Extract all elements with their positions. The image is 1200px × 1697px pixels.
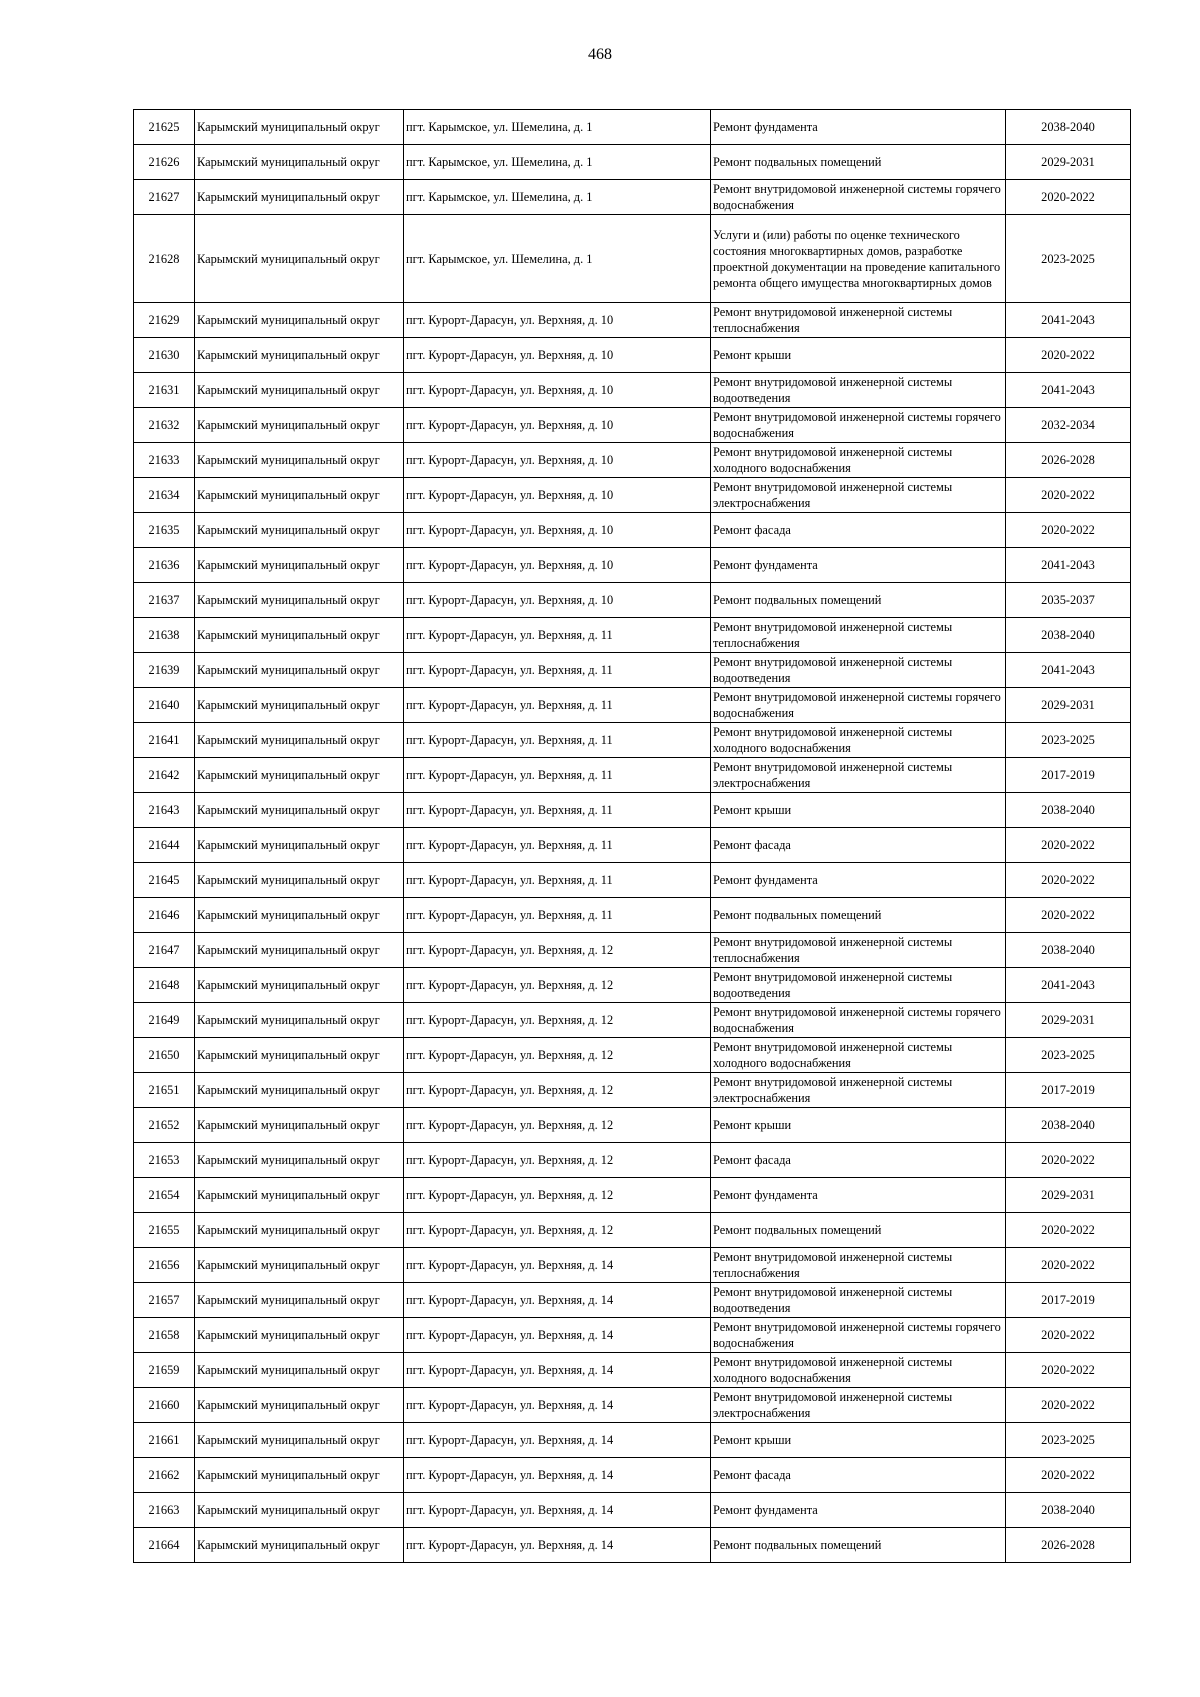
period-cell: 2020-2022 <box>1006 863 1131 898</box>
row-number-cell: 21638 <box>134 618 195 653</box>
work-type-cell: Ремонт внутридомовой инженерной системы водоотведения <box>711 373 1006 408</box>
work-type-cell: Ремонт внутридомовой инженерной системы водоотведения <box>711 1283 1006 1318</box>
table-row <box>134 1003 1131 1038</box>
period-cell: 2029-2031 <box>1006 145 1131 180</box>
row-number-cell: 21653 <box>134 1143 195 1178</box>
municipality-cell: Карымский муниципальный округ <box>195 1248 404 1283</box>
municipality-cell: Карымский муниципальный округ <box>195 1318 404 1353</box>
work-type-cell: Ремонт подвальных помещений <box>711 145 1006 180</box>
address-cell: пгт. Курорт-Дарасун, ул. Верхняя, д. 12 <box>404 1003 711 1038</box>
work-type-cell: Ремонт внутридомовой инженерной системы горячего водоснабжения <box>711 180 1006 215</box>
table-row <box>134 478 1131 513</box>
period-cell: 2017-2019 <box>1006 758 1131 793</box>
table-row <box>134 1458 1131 1493</box>
address-cell: пгт. Курорт-Дарасун, ул. Верхняя, д. 10 <box>404 513 711 548</box>
row-number-cell: 21639 <box>134 653 195 688</box>
municipality-cell: Карымский муниципальный округ <box>195 1388 404 1423</box>
municipality-cell: Карымский муниципальный округ <box>195 1178 404 1213</box>
address-cell: пгт. Курорт-Дарасун, ул. Верхняя, д. 10 <box>404 303 711 338</box>
municipality-cell: Карымский муниципальный округ <box>195 478 404 513</box>
period-cell: 2041-2043 <box>1006 548 1131 583</box>
period-cell: 2017-2019 <box>1006 1073 1131 1108</box>
address-cell: пгт. Курорт-Дарасун, ул. Верхняя, д. 14 <box>404 1318 711 1353</box>
address-cell: пгт. Курорт-Дарасун, ул. Верхняя, д. 10 <box>404 478 711 513</box>
work-type-cell: Ремонт подвальных помещений <box>711 583 1006 618</box>
address-cell: пгт. Курорт-Дарасун, ул. Верхняя, д. 11 <box>404 863 711 898</box>
table-row <box>134 180 1131 215</box>
municipality-cell: Карымский муниципальный округ <box>195 1458 404 1493</box>
address-cell: пгт. Курорт-Дарасун, ул. Верхняя, д. 11 <box>404 828 711 863</box>
address-cell: пгт. Курорт-Дарасун, ул. Верхняя, д. 12 <box>404 933 711 968</box>
work-type-cell: Ремонт крыши <box>711 793 1006 828</box>
row-number-cell: 21645 <box>134 863 195 898</box>
municipality-cell: Карымский муниципальный округ <box>195 1213 404 1248</box>
row-number-cell: 21643 <box>134 793 195 828</box>
period-cell: 2038-2040 <box>1006 618 1131 653</box>
municipality-cell: Карымский муниципальный округ <box>195 1423 404 1458</box>
row-number-cell: 21629 <box>134 303 195 338</box>
period-cell: 2020-2022 <box>1006 1388 1131 1423</box>
table-row <box>134 1423 1131 1458</box>
address-cell: пгт. Курорт-Дарасун, ул. Верхняя, д. 14 <box>404 1283 711 1318</box>
municipality-cell: Карымский муниципальный округ <box>195 145 404 180</box>
table-row <box>134 303 1131 338</box>
period-cell: 2020-2022 <box>1006 478 1131 513</box>
municipality-cell: Карымский муниципальный округ <box>195 513 404 548</box>
row-number-cell: 21640 <box>134 688 195 723</box>
period-cell: 2041-2043 <box>1006 653 1131 688</box>
work-type-cell: Ремонт внутридомовой инженерной системы теплоснабжения <box>711 618 1006 653</box>
row-number-cell: 21651 <box>134 1073 195 1108</box>
municipality-cell: Карымский муниципальный округ <box>195 723 404 758</box>
work-type-cell: Услуги и (или) работы по оценке технического состояния многоквартирных домов, разработке проектной документации на проведение капитального ремонта общего имущества многоквартирных домов <box>711 215 1006 303</box>
address-cell: пгт. Курорт-Дарасун, ул. Верхняя, д. 11 <box>404 688 711 723</box>
row-number-cell: 21654 <box>134 1178 195 1213</box>
table-row <box>134 1073 1131 1108</box>
municipality-cell: Карымский муниципальный округ <box>195 1143 404 1178</box>
table-row <box>134 513 1131 548</box>
row-number-cell: 21657 <box>134 1283 195 1318</box>
table-row <box>134 373 1131 408</box>
table-row <box>134 145 1131 180</box>
row-number-cell: 21644 <box>134 828 195 863</box>
work-type-cell: Ремонт внутридомовой инженерной системы электроснабжения <box>711 478 1006 513</box>
table-row <box>134 408 1131 443</box>
row-number-cell: 21649 <box>134 1003 195 1038</box>
municipality-cell: Карымский муниципальный округ <box>195 1038 404 1073</box>
row-number-cell: 21662 <box>134 1458 195 1493</box>
period-cell: 2023-2025 <box>1006 1423 1131 1458</box>
period-cell: 2035-2037 <box>1006 583 1131 618</box>
table-row <box>134 968 1131 1003</box>
period-cell: 2032-2034 <box>1006 408 1131 443</box>
table-row <box>134 443 1131 478</box>
period-cell: 2020-2022 <box>1006 1213 1131 1248</box>
period-cell: 2038-2040 <box>1006 793 1131 828</box>
repair-schedule-table <box>133 109 1131 1563</box>
address-cell: пгт. Курорт-Дарасун, ул. Верхняя, д. 11 <box>404 618 711 653</box>
table-row <box>134 1143 1131 1178</box>
work-type-cell: Ремонт внутридомовой инженерной системы электроснабжения <box>711 1073 1006 1108</box>
table-row <box>134 618 1131 653</box>
address-cell: пгт. Карымское, ул. Шемелина, д. 1 <box>404 145 711 180</box>
table-row <box>134 583 1131 618</box>
row-number-cell: 21658 <box>134 1318 195 1353</box>
period-cell: 2029-2031 <box>1006 1003 1131 1038</box>
municipality-cell: Карымский муниципальный округ <box>195 548 404 583</box>
table-row <box>134 1353 1131 1388</box>
period-cell: 2041-2043 <box>1006 303 1131 338</box>
municipality-cell: Карымский муниципальный округ <box>195 933 404 968</box>
period-cell: 2041-2043 <box>1006 968 1131 1003</box>
row-number-cell: 21641 <box>134 723 195 758</box>
row-number-cell: 21646 <box>134 898 195 933</box>
address-cell: пгт. Курорт-Дарасун, ул. Верхняя, д. 14 <box>404 1388 711 1423</box>
address-cell: пгт. Курорт-Дарасун, ул. Верхняя, д. 10 <box>404 338 711 373</box>
period-cell: 2020-2022 <box>1006 1458 1131 1493</box>
table-row <box>134 933 1131 968</box>
address-cell: пгт. Курорт-Дарасун, ул. Верхняя, д. 11 <box>404 758 711 793</box>
table-row <box>134 1213 1131 1248</box>
address-cell: пгт. Курорт-Дарасун, ул. Верхняя, д. 10 <box>404 443 711 478</box>
municipality-cell: Карымский муниципальный округ <box>195 898 404 933</box>
municipality-cell: Карымский муниципальный округ <box>195 758 404 793</box>
period-cell: 2038-2040 <box>1006 933 1131 968</box>
work-type-cell: Ремонт внутридомовой инженерной системы водоотведения <box>711 653 1006 688</box>
row-number-cell: 21664 <box>134 1528 195 1563</box>
municipality-cell: Карымский муниципальный округ <box>195 180 404 215</box>
period-cell: 2020-2022 <box>1006 1248 1131 1283</box>
work-type-cell: Ремонт внутридомовой инженерной системы водоотведения <box>711 968 1006 1003</box>
row-number-cell: 21642 <box>134 758 195 793</box>
work-type-cell: Ремонт внутридомовой инженерной системы горячего водоснабжения <box>711 1003 1006 1038</box>
municipality-cell: Карымский муниципальный округ <box>195 110 404 145</box>
table-row <box>134 548 1131 583</box>
table-row <box>134 898 1131 933</box>
address-cell: пгт. Курорт-Дарасун, ул. Верхняя, д. 11 <box>404 723 711 758</box>
table-body <box>134 110 1131 1563</box>
work-type-cell: Ремонт фундамента <box>711 1178 1006 1213</box>
address-cell: пгт. Курорт-Дарасун, ул. Верхняя, д. 14 <box>404 1353 711 1388</box>
address-cell: пгт. Карымское, ул. Шемелина, д. 1 <box>404 215 711 303</box>
table-row <box>134 1038 1131 1073</box>
period-cell: 2038-2040 <box>1006 1108 1131 1143</box>
table-row <box>134 1178 1131 1213</box>
period-cell: 2020-2022 <box>1006 180 1131 215</box>
work-type-cell: Ремонт внутридомовой инженерной системы теплоснабжения <box>711 933 1006 968</box>
table-row <box>134 1388 1131 1423</box>
address-cell: пгт. Курорт-Дарасун, ул. Верхняя, д. 14 <box>404 1458 711 1493</box>
row-number-cell: 21659 <box>134 1353 195 1388</box>
table-row <box>134 793 1131 828</box>
municipality-cell: Карымский муниципальный округ <box>195 1353 404 1388</box>
row-number-cell: 21655 <box>134 1213 195 1248</box>
row-number-cell: 21636 <box>134 548 195 583</box>
table-row <box>134 653 1131 688</box>
address-cell: пгт. Курорт-Дарасун, ул. Верхняя, д. 14 <box>404 1248 711 1283</box>
municipality-cell: Карымский муниципальный округ <box>195 1528 404 1563</box>
page-number: 468 <box>588 46 612 63</box>
table-row <box>134 1283 1131 1318</box>
municipality-cell: Карымский муниципальный округ <box>195 443 404 478</box>
table-row <box>134 1528 1131 1563</box>
table-row <box>134 338 1131 373</box>
municipality-cell: Карымский муниципальный округ <box>195 1108 404 1143</box>
table-row <box>134 828 1131 863</box>
address-cell: пгт. Курорт-Дарасун, ул. Верхняя, д. 12 <box>404 1108 711 1143</box>
period-cell: 2026-2028 <box>1006 443 1131 478</box>
table-row <box>134 1318 1131 1353</box>
row-number-cell: 21625 <box>134 110 195 145</box>
address-cell: пгт. Курорт-Дарасун, ул. Верхняя, д. 14 <box>404 1493 711 1528</box>
address-cell: пгт. Курорт-Дарасун, ул. Верхняя, д. 10 <box>404 373 711 408</box>
period-cell: 2026-2028 <box>1006 1528 1131 1563</box>
row-number-cell: 21635 <box>134 513 195 548</box>
address-cell: пгт. Курорт-Дарасун, ул. Верхняя, д. 14 <box>404 1528 711 1563</box>
work-type-cell: Ремонт крыши <box>711 338 1006 373</box>
address-cell: пгт. Курорт-Дарасун, ул. Верхняя, д. 12 <box>404 1143 711 1178</box>
address-cell: пгт. Курорт-Дарасун, ул. Верхняя, д. 12 <box>404 1038 711 1073</box>
municipality-cell: Карымский муниципальный округ <box>195 968 404 1003</box>
row-number-cell: 21647 <box>134 933 195 968</box>
municipality-cell: Карымский муниципальный округ <box>195 373 404 408</box>
municipality-cell: Карымский муниципальный округ <box>195 1493 404 1528</box>
address-cell: пгт. Курорт-Дарасун, ул. Верхняя, д. 12 <box>404 968 711 1003</box>
row-number-cell: 21633 <box>134 443 195 478</box>
row-number-cell: 21637 <box>134 583 195 618</box>
period-cell: 2038-2040 <box>1006 1493 1131 1528</box>
period-cell: 2029-2031 <box>1006 1178 1131 1213</box>
work-type-cell: Ремонт внутридомовой инженерной системы холодного водоснабжения <box>711 1038 1006 1073</box>
work-type-cell: Ремонт внутридомовой инженерной системы горячего водоснабжения <box>711 688 1006 723</box>
municipality-cell: Карымский муниципальный округ <box>195 1003 404 1038</box>
work-type-cell: Ремонт подвальных помещений <box>711 898 1006 933</box>
work-type-cell: Ремонт фасада <box>711 1143 1006 1178</box>
municipality-cell: Карымский муниципальный округ <box>195 338 404 373</box>
work-type-cell: Ремонт внутридомовой инженерной системы холодного водоснабжения <box>711 443 1006 478</box>
municipality-cell: Карымский муниципальный округ <box>195 303 404 338</box>
municipality-cell: Карымский муниципальный округ <box>195 583 404 618</box>
work-type-cell: Ремонт фундамента <box>711 863 1006 898</box>
address-cell: пгт. Курорт-Дарасун, ул. Верхняя, д. 10 <box>404 548 711 583</box>
municipality-cell: Карымский муниципальный округ <box>195 1073 404 1108</box>
municipality-cell: Карымский муниципальный округ <box>195 828 404 863</box>
municipality-cell: Карымский муниципальный округ <box>195 863 404 898</box>
work-type-cell: Ремонт фасада <box>711 513 1006 548</box>
row-number-cell: 21626 <box>134 145 195 180</box>
address-cell: пгт. Курорт-Дарасун, ул. Верхняя, д. 11 <box>404 898 711 933</box>
municipality-cell: Карымский муниципальный округ <box>195 215 404 303</box>
work-type-cell: Ремонт крыши <box>711 1108 1006 1143</box>
work-type-cell: Ремонт фасада <box>711 1458 1006 1493</box>
row-number-cell: 21650 <box>134 1038 195 1073</box>
work-type-cell: Ремонт внутридомовой инженерной системы горячего водоснабжения <box>711 408 1006 443</box>
work-type-cell: Ремонт фасада <box>711 828 1006 863</box>
municipality-cell: Карымский муниципальный округ <box>195 1283 404 1318</box>
table-row <box>134 1108 1131 1143</box>
row-number-cell: 21656 <box>134 1248 195 1283</box>
table-row <box>134 758 1131 793</box>
work-type-cell: Ремонт подвальных помещений <box>711 1213 1006 1248</box>
period-cell: 2020-2022 <box>1006 1143 1131 1178</box>
row-number-cell: 21660 <box>134 1388 195 1423</box>
table-row <box>134 215 1131 303</box>
period-cell: 2020-2022 <box>1006 1353 1131 1388</box>
period-cell: 2020-2022 <box>1006 338 1131 373</box>
work-type-cell: Ремонт внутридомовой инженерной системы теплоснабжения <box>711 1248 1006 1283</box>
period-cell: 2017-2019 <box>1006 1283 1131 1318</box>
work-type-cell: Ремонт внутридомовой инженерной системы холодного водоснабжения <box>711 1353 1006 1388</box>
address-cell: пгт. Курорт-Дарасун, ул. Верхняя, д. 12 <box>404 1213 711 1248</box>
work-type-cell: Ремонт фундамента <box>711 548 1006 583</box>
period-cell: 2020-2022 <box>1006 898 1131 933</box>
row-number-cell: 21663 <box>134 1493 195 1528</box>
municipality-cell: Карымский муниципальный округ <box>195 793 404 828</box>
row-number-cell: 21628 <box>134 215 195 303</box>
address-cell: пгт. Карымское, ул. Шемелина, д. 1 <box>404 180 711 215</box>
period-cell: 2023-2025 <box>1006 215 1131 303</box>
municipality-cell: Карымский муниципальный округ <box>195 618 404 653</box>
work-type-cell: Ремонт внутридомовой инженерной системы холодного водоснабжения <box>711 723 1006 758</box>
row-number-cell: 21630 <box>134 338 195 373</box>
table-row <box>134 1248 1131 1283</box>
period-cell: 2020-2022 <box>1006 828 1131 863</box>
work-type-cell: Ремонт подвальных помещений <box>711 1528 1006 1563</box>
address-cell: пгт. Карымское, ул. Шемелина, д. 1 <box>404 110 711 145</box>
row-number-cell: 21627 <box>134 180 195 215</box>
municipality-cell: Карымский муниципальный округ <box>195 653 404 688</box>
work-type-cell: Ремонт крыши <box>711 1423 1006 1458</box>
row-number-cell: 21634 <box>134 478 195 513</box>
address-cell: пгт. Курорт-Дарасун, ул. Верхняя, д. 11 <box>404 793 711 828</box>
table-row <box>134 110 1131 145</box>
table-row <box>134 863 1131 898</box>
address-cell: пгт. Курорт-Дарасун, ул. Верхняя, д. 10 <box>404 408 711 443</box>
row-number-cell: 21652 <box>134 1108 195 1143</box>
row-number-cell: 21632 <box>134 408 195 443</box>
period-cell: 2029-2031 <box>1006 688 1131 723</box>
address-cell: пгт. Курорт-Дарасун, ул. Верхняя, д. 12 <box>404 1178 711 1213</box>
row-number-cell: 21661 <box>134 1423 195 1458</box>
table-row <box>134 1493 1131 1528</box>
municipality-cell: Карымский муниципальный округ <box>195 408 404 443</box>
table-row <box>134 723 1131 758</box>
address-cell: пгт. Курорт-Дарасун, ул. Верхняя, д. 12 <box>404 1073 711 1108</box>
address-cell: пгт. Курорт-Дарасун, ул. Верхняя, д. 10 <box>404 583 711 618</box>
period-cell: 2041-2043 <box>1006 373 1131 408</box>
row-number-cell: 21631 <box>134 373 195 408</box>
period-cell: 2020-2022 <box>1006 1318 1131 1353</box>
work-type-cell: Ремонт внутридомовой инженерной системы горячего водоснабжения <box>711 1318 1006 1353</box>
work-type-cell: Ремонт внутридомовой инженерной системы электроснабжения <box>711 758 1006 793</box>
work-type-cell: Ремонт внутридомовой инженерной системы теплоснабжения <box>711 303 1006 338</box>
work-type-cell: Ремонт внутридомовой инженерной системы электроснабжения <box>711 1388 1006 1423</box>
period-cell: 2023-2025 <box>1006 1038 1131 1073</box>
row-number-cell: 21648 <box>134 968 195 1003</box>
table-row <box>134 688 1131 723</box>
work-type-cell: Ремонт фундамента <box>711 110 1006 145</box>
address-cell: пгт. Курорт-Дарасун, ул. Верхняя, д. 14 <box>404 1423 711 1458</box>
municipality-cell: Карымский муниципальный округ <box>195 688 404 723</box>
period-cell: 2020-2022 <box>1006 513 1131 548</box>
period-cell: 2023-2025 <box>1006 723 1131 758</box>
work-type-cell: Ремонт фундамента <box>711 1493 1006 1528</box>
address-cell: пгт. Курорт-Дарасун, ул. Верхняя, д. 11 <box>404 653 711 688</box>
period-cell: 2038-2040 <box>1006 110 1131 145</box>
